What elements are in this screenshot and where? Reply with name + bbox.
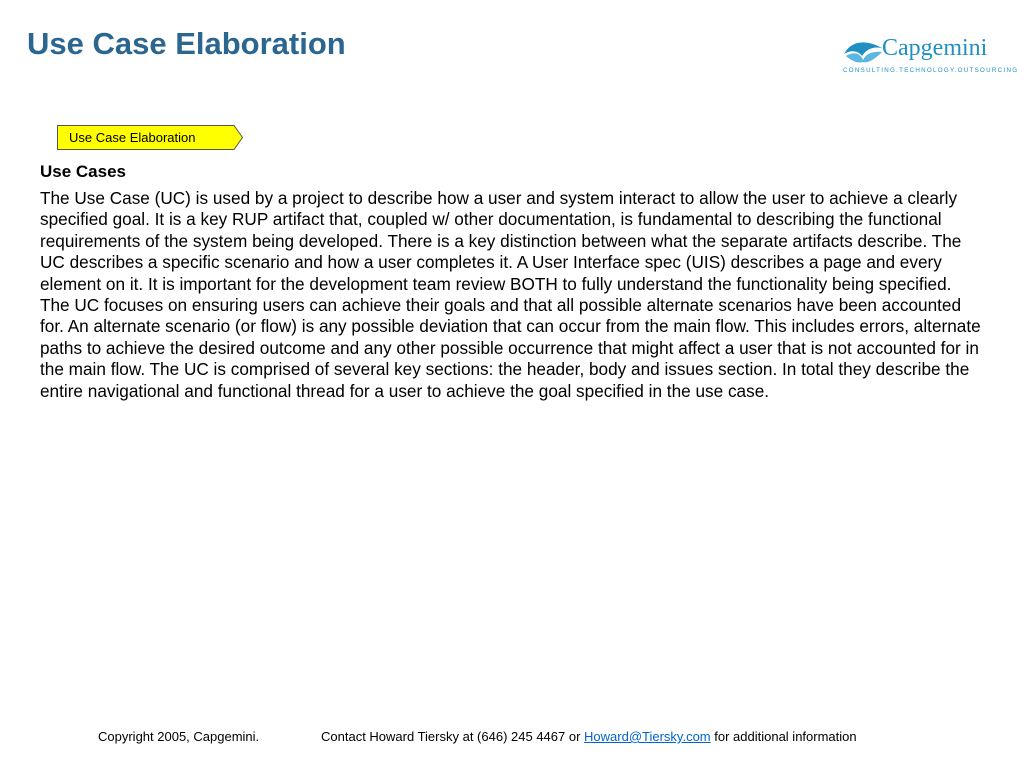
page-title: Use Case Elaboration bbox=[27, 26, 346, 61]
section-heading: Use Cases bbox=[40, 162, 127, 181]
footer-contact-suffix: for additional information bbox=[710, 729, 857, 744]
body-paragraph: The Use Case (UC) is used by a project to describe how a user and system interact to allow the user to achieve a clearly specified goal. It is a key RUP artifact that, coupled w/ other documentation, is fundamental to describing the functional requirements of the system being developed. There is a key distinction between what the separate artifacts describe. The UC describes a specific scenario and how a user completes it. A User Interface spec (UIS) describes a page and every element on it. It is important for the development team review BOTH to fully understand the functionality being specified. The UC focuses on ensuring users can achieve their goals and that all possible alternate scenarios have been accounted for. An alternate scenario (or flow) is any possible deviation that can occur from the main flow. This includes errors, alternate paths to achieve the desired outcome and any other possible occurrence that might affect a user that is not accounted for in the main flow. The UC is comprised of several key sections: the header, body and issues section. In total they describe the entire navigational and functional thread for a user to achieve the goal specified in the use case. bbox=[40, 188, 981, 401]
capgemini-spade-icon bbox=[842, 38, 884, 64]
logo-wordmark: Capgemini bbox=[882, 35, 988, 61]
footer bbox=[98, 729, 857, 744]
footer-copyright: Copyright 2005, Capgemini. bbox=[98, 729, 260, 744]
contact-email-link[interactable]: Howard@Tiersky.com bbox=[584, 729, 711, 744]
breadcrumb-label: Use Case Elaboration bbox=[69, 130, 196, 145]
breadcrumb bbox=[57, 125, 243, 150]
footer-contact-prefix: Contact Howard Tiersky at (646) 245 4467 or bbox=[321, 729, 585, 744]
capgemini-logo bbox=[842, 35, 1019, 80]
logo-tagline: CONSULTING.TECHNOLOGY.OUTSOURCING bbox=[843, 67, 1019, 74]
